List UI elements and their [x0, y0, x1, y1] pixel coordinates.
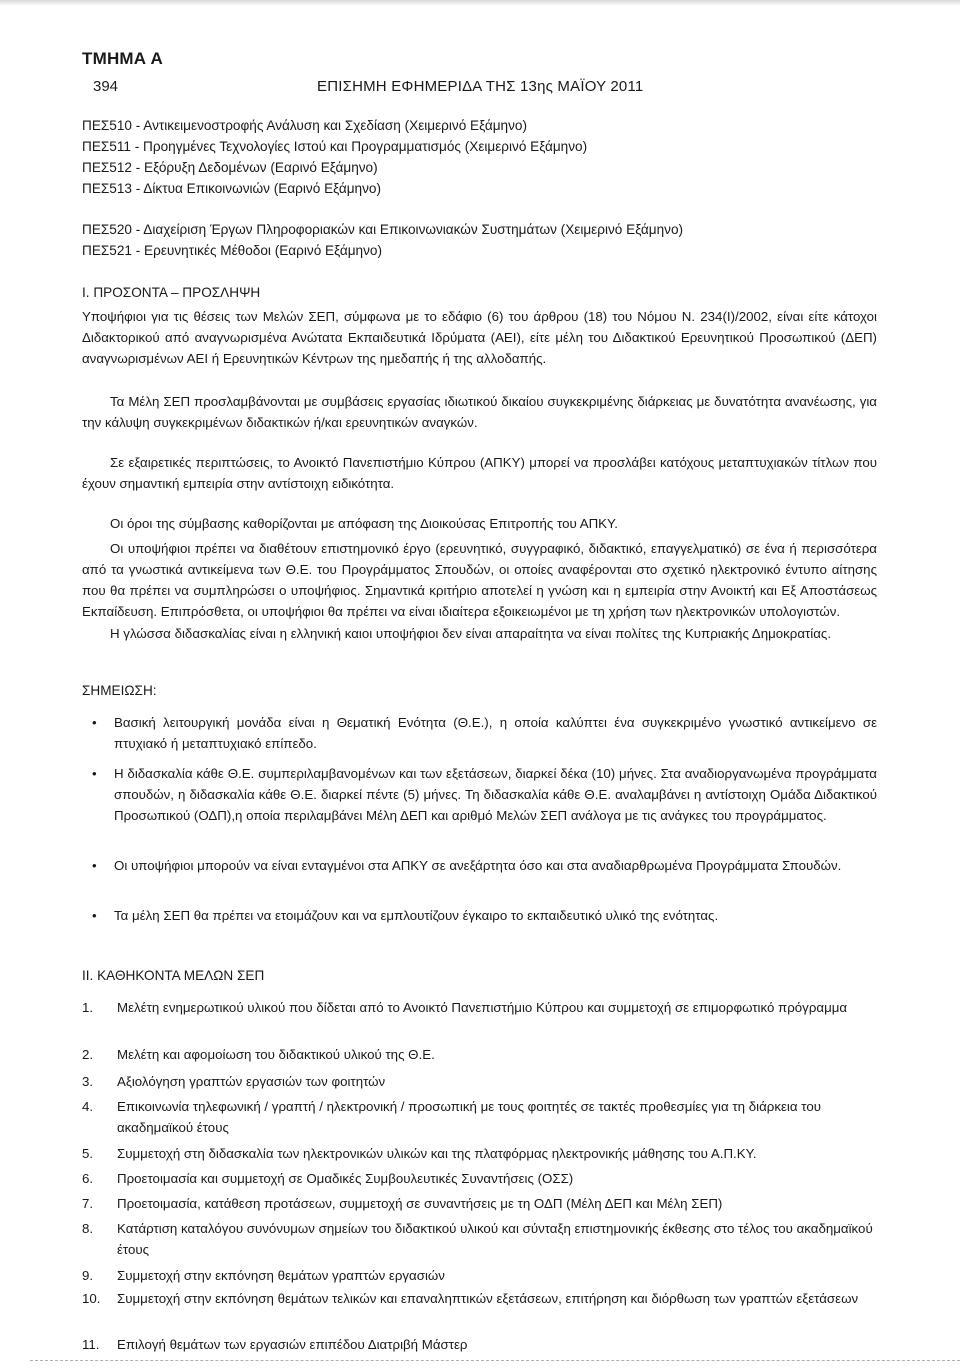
duty-item	[82, 1334, 877, 1355]
duty-item	[82, 1288, 877, 1309]
course-line: ΠΕΣ510 - Αντικειμενοστροφής Ανάλυση και Σχεδίαση (Χειμερινό Εξάμηνο)	[82, 118, 527, 133]
duty-item	[82, 1193, 877, 1214]
course-line: ΠΕΣ513 - Δίκτυα Επικοινωνιών (Εαρινό Εξάμηνο)	[82, 181, 381, 196]
list-item-text: Η διδασκαλία κάθε Θ.Ε. συμπεριλαμβανομένων και των εξετάσεων, διαρκεί δέκα (10) μήνες. Στα αναδιοργανωμένα προγράμματα σπουδών, η διδασκαλία κάθε Θ.Ε. διαρκεί πέντε (5) μήνες. Τη διδασκαλία κάθε Θ.Ε. αναλαμβάνει η αντίστοιχη Ομάδα Διδακτικού Προσωπικού (ΟΔΠ),η οποία περιλαμβάνει Μέλη ΔΕΠ και αριθμό Μελών ΣΕΠ ανάλογα με τις ανάγκες του προγράμματος.	[114, 766, 877, 823]
paragraph-text: Οι όροι της σύμβασης καθορίζονται με απόφαση της Διοικούσας Επιτροπής του ΑΠΚΥ.	[110, 516, 618, 531]
list-item	[92, 763, 877, 826]
bullet-icon: •	[92, 908, 97, 923]
paragraph	[82, 391, 877, 433]
paragraph	[82, 452, 877, 494]
duty-text: Προετοιμασία, κατάθεση προτάσεων, συμμετοχή σε συναντήσεις με τη ΟΔΠ (Μέλη ΔΕΠ και Μέλη ΣΕΠ)	[117, 1196, 723, 1211]
paragraph-text: Τα Μέλη ΣΕΠ προσλαμβάνονται με συμβάσεις εργασίας ιδιωτικού δικαίου συγκεκριμένης διάρκειας με δυνατότητα ανανέωσης, για την κάλυψη συγκεκριμένων διδακτικών ή/και ερευνητικών αναγκών.	[82, 394, 877, 430]
scan-edge-top	[0, 0, 960, 6]
paragraph-text: Υποψήφιοι για τις θέσεις των Μελών ΣΕΠ, σύμφωνα με το εδάφιο (6) του άρθρου (18) του Νόμου Ν. 234(Ι)/2002, είναι είτε κάτοχοι Διδακτορικού από αναγνωρισμένα Ανώτατα Εκπαιδευτικά Ιδρύματα (ΑΕΙ), είτε μέλη του Διδακτικού Ερευνητικού Προσωπικού (ΔΕΠ) αναγνωρισμένων ΑΕΙ ή Ερευνητικών Κέντρων της ημεδαπής ή της αλλοδαπής.	[82, 309, 877, 366]
paragraph-text: Σε εξαιρετικές περιπτώσεις, το Ανοικτό Πανεπιστήμιο Κύπρου (ΑΠΚΥ) μπορεί να προσλάβει κατόχους μεταπτυχιακών τίτλων που έχουν σημαντική εμπειρία στην αντίστοιχη ειδικότητα.	[82, 455, 877, 491]
paragraph-text: Οι υποψήφιοι πρέπει να διαθέτουν επιστημονικό έργο (ερευνητικό, συγγραφικό, διδακτικό, επαγγελματικό) σε ένα ή περισσότερα από τα γνωστικά αντικείμενα των Θ.Ε. του Προγράμματος Σπουδών, οι οποίες αναφέρονται στο σχετικό ηλεκτρονικό έντυπο αίτησης που θα πρέπει να συμπληρώσει ο υποψήφιος. Σημαντικά κριτήριο αποτελεί η γνώση και η εμπειρία στην Ανοικτή και Εξ Αποστάσεως Εκπαίδευση. Επιπρόσθετα, οι υποψήφιοι θα πρέπει να είναι ιδιαίτερα εξοικειωμένοι με τη χρήση των ηλεκτρονικών υπολογιστών.	[82, 541, 877, 619]
paragraph	[82, 513, 877, 534]
duty-item	[82, 997, 877, 1018]
duty-number: 10.	[82, 1291, 101, 1306]
duty-number: 4.	[82, 1099, 94, 1114]
duty-number: 8.	[82, 1221, 94, 1236]
bullet-icon: •	[92, 858, 97, 873]
duty-number: 9.	[82, 1268, 94, 1283]
duty-text: Συμμετοχή στην εκπόνηση θεμάτων γραπτών εργασιών	[117, 1268, 445, 1283]
duty-number: 2.	[82, 1047, 94, 1062]
list-item-text: Βασική λειτουργική μονάδα είναι η Θεματική Ενότητα (Θ.Ε.), η οποία καλύπτει ένα συγκεκριμένο γνωστικό αντικείμενο σε πτυχιακό ή μεταπτυχιακό επίπεδο.	[114, 715, 877, 751]
duty-text: Συμμετοχή στην εκπόνηση θεμάτων τελικών και επαναληπτικών εξετάσεων, επιτήρηση και διόρθωση των γραπτών εξετάσεων	[117, 1291, 859, 1306]
paragraph-text: Η γλώσσα διδασκαλίας είναι η ελληνική καιοι υποψήφιοι δεν είναι απαραίτητα να είναι πολίτες της Κυπριακής Δημοκρατίας.	[110, 626, 832, 641]
bullet-icon: •	[92, 715, 97, 730]
duty-number: 7.	[82, 1196, 94, 1211]
duty-text: Συμμετοχή στη διδασκαλία των ηλεκτρονικών υλικών και της πλατφόρμας ηλεκτρονικής μάθησης του Α.Π.ΚΥ.	[117, 1146, 757, 1161]
list-item	[92, 855, 877, 876]
duty-number: 11.	[82, 1337, 100, 1352]
duty-number: 6.	[82, 1171, 94, 1186]
course-line: ΠΕΣ521 - Ερευνητικές Μέθοδοι (Εαρινό Εξάμηνο)	[82, 243, 382, 258]
duty-number: 3.	[82, 1074, 94, 1089]
duty-number: 1.	[82, 1000, 94, 1015]
scan-edge-bottom	[30, 1360, 960, 1362]
note-heading: ΣΗΜΕΙΩΣΗ:	[82, 683, 157, 698]
duty-text: Αξιολόγηση γραπτών εργασιών των φοιτητών	[117, 1074, 386, 1089]
section-label: ΤΜΗΜΑ Α	[82, 49, 164, 68]
gazette-title: ΕΠΙΣΗΜΗ ΕΦΗΜΕΡΙΔΑ ΤΗΣ 13ης ΜΑΪΟΥ 2011	[317, 78, 644, 95]
duty-item	[82, 1044, 877, 1065]
list-item	[92, 905, 877, 926]
page-number: 394	[93, 78, 119, 95]
duty-item	[82, 1218, 877, 1260]
paragraph	[82, 623, 877, 644]
duty-item	[82, 1096, 877, 1138]
course-line: ΠΕΣ511 - Προηγμένες Τεχνολογίες Ιστού και Προγραμματισμός (Χειμερινό Εξάμηνο)	[82, 139, 588, 154]
list-item	[92, 712, 877, 754]
duty-text: Επιλογή θεμάτων των εργασιών επιπέδου Διατριβή Μάστερ	[117, 1337, 468, 1352]
duty-text: Προετοιμασία και συμμετοχή σε Ομαδικές Συμβουλευτικές Συναντήσεις (ΟΣΣ)	[117, 1171, 574, 1186]
duty-text: Μελέτη και αφομοίωση του διδακτικού υλικού της Θ.Ε.	[117, 1047, 435, 1062]
duty-item	[82, 1168, 877, 1189]
duty-item	[82, 1143, 877, 1164]
duty-text: Κατάρτιση καταλόγου συνόνυμων σημείων του διδακτικού υλικού και σύνταξη επιστημονικής έκθεσης στο τέλος του ακαδημαϊκού έτους	[117, 1221, 873, 1257]
paragraph	[82, 306, 877, 369]
duty-number: 5.	[82, 1146, 94, 1161]
section-heading: Ι. ΠΡΟΣΟΝΤΑ – ΠΡΟΣΛΗΨΗ	[82, 285, 261, 300]
duty-item	[82, 1071, 877, 1092]
duty-item	[82, 1265, 877, 1286]
course-line: ΠΕΣ512 - Εξόρυξη Δεδομένων (Εαρινό Εξάμηνο)	[82, 160, 378, 175]
duty-text: Επικοινωνία τηλεφωνική / γραπτή / ηλεκτρονική / προσωπική με τους φοιτητές σε τακτές προθεσμίες για τη διάρκεια του ακαδημαϊκού έτους	[117, 1099, 821, 1135]
list-item-text: Οι υποψήφιοι μπορούν να είναι ενταγμένοι στα ΑΠΚΥ σε ανεξάρτητα όσο και στα αναδιαρθρωμένα Προγράμματα Σπουδών.	[114, 858, 842, 873]
duty-text: Μελέτη ενημερωτικού υλικού που δίδεται από το Ανοικτό Πανεπιστήμιο Κύπρου και συμμετοχή σε επιμορφωτικό πρόγραμμα	[117, 1000, 848, 1015]
course-line: ΠΕΣ520 - Διαχείριση Έργων Πληροφοριακών και Επικοινωνιακών Συστημάτων (Χειμερινό Εξάμηνο)	[82, 222, 684, 237]
paragraph	[82, 538, 877, 622]
bullet-icon: •	[92, 766, 97, 781]
section-heading: ΙΙ. ΚΑΘΗΚΟΝΤΑ ΜΕΛΩΝ ΣΕΠ	[82, 968, 265, 983]
list-item-text: Τα μέλη ΣΕΠ θα πρέπει να ετοιμάζουν και να εμπλουτίζουν έγκαιρο το εκπαιδευτικό υλικό της ενότητας.	[114, 908, 719, 923]
